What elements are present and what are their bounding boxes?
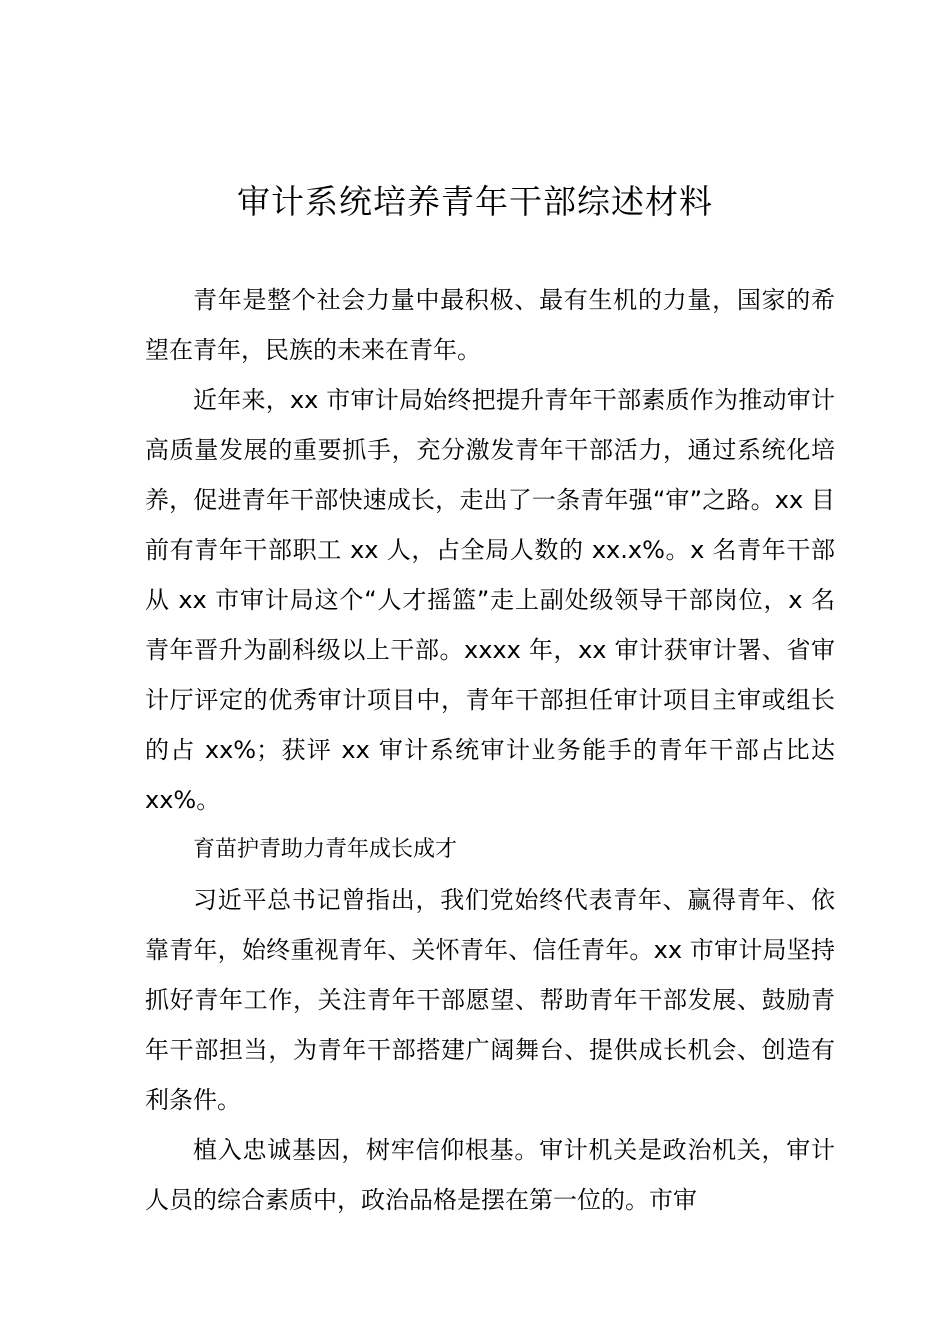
section-heading: 育苗护青助力青年成长成才	[193, 837, 458, 862]
paragraph-loyalty: 植入忠诚基因，树牢信仰根基。审计机关是政治机关，审计人员的综合素质中，政治品格是摆在第一位的。市审	[145, 1136, 835, 1214]
paragraph-quote: 习近平总书记曾指出，我们党始终代表青年、赢得青年、依靠青年，始终重视青年、关怀青年、信任青年。xx 市审计局坚持抓好青年工作，关注青年干部愿望、帮助青年干部发展、鼓励青年干部担当，为青年干部搭建广阔舞台、提供成长机会、创造有利条件。	[145, 886, 835, 1114]
document-title: 审计系统培养青年干部综述材料	[237, 182, 713, 221]
document-body	[145, 275, 835, 1225]
paragraph-intro: 青年是整个社会力量中最积极、最有生机的力量，国家的希望在青年，民族的未来在青年。	[145, 286, 835, 364]
paragraph-overview: 近年来，xx 市审计局始终把提升青年干部素质作为推动审计高质量发展的重要抓手，充分激发青年干部活力，通过系统化培养，促进青年干部快速成长，走出了一条青年强“审”之路。xx 目前有青年干部职工 xx 人，占全局人数的 xx.x%。x 名青年干部从 xx 市审计局这个“人才摇篮”走上副处级领导干部岗位，x 名青年晋升为副科级以上干部。xxxx 年，xx 审计获审计署、省审计厅评定的优秀审计项目中，青年干部担任审计项目主审或组长的占 xx%；获评 xx 审计系统审计业务能手的青年干部占比达 xx%。	[145, 386, 835, 814]
